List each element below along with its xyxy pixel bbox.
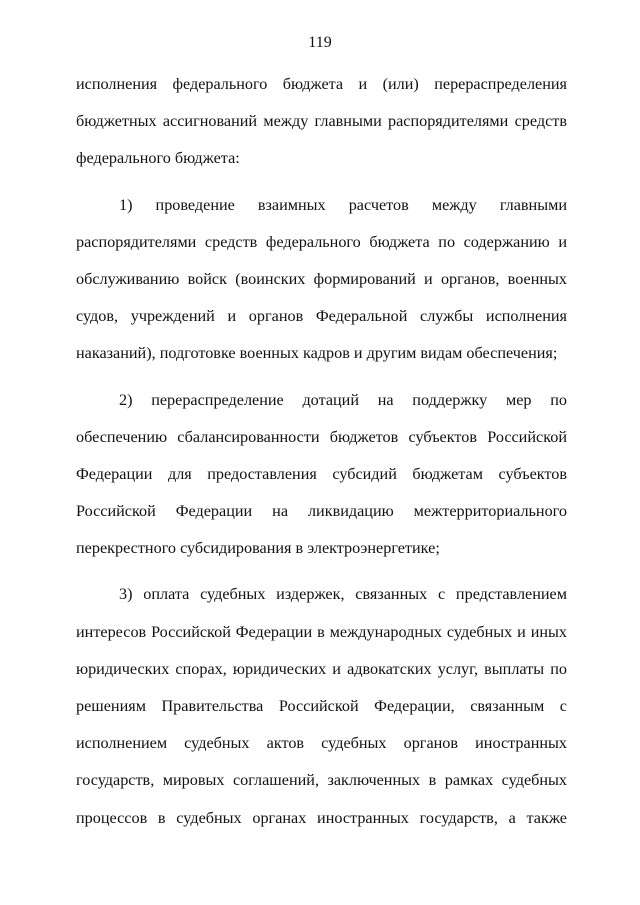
- text-line: перекрестного субсидирования в электроэнергетике;: [76, 539, 440, 558]
- text-line: исполнением судебных актов судебных органов иностранных: [76, 734, 567, 753]
- text-line: наказаний), подготовке военных кадров и другим видам обеспечения;: [76, 344, 558, 363]
- body-text: [76, 66, 567, 837]
- text-line: исполнения федерального бюджета и (или) перераспределения: [76, 75, 567, 93]
- text-line: судов, учреждений и органов Федеральной службы исполнения: [76, 307, 567, 326]
- list-item-2-line: 2) перераспределение дотаций на поддержку мер по: [119, 390, 567, 409]
- text-line: распорядителями средств федерального бюджета по содержанию и: [76, 232, 567, 251]
- text-line: юридических спорах, юридических и адвокатских услуг, выплаты по: [76, 659, 567, 678]
- text-line: решениям Правительства Российской Федерации, связанным с: [76, 697, 567, 715]
- list-item-3-line: 3) оплата судебных издержек, связанных с представлением: [119, 585, 567, 604]
- text-line: федерального бюджета:: [76, 149, 240, 168]
- text-line: государств, мировых соглашений, заключенных в рамках судебных: [76, 771, 567, 790]
- list-item-1-line: 1) проведение взаимных расчетов между главными: [119, 195, 567, 214]
- text-line: обеспечению сбалансированности бюджетов субъектов Российской: [76, 427, 567, 446]
- text-line: процессов в судебных органах иностранных государств, а также: [76, 808, 567, 827]
- text-line: Российской Федерации на ликвидацию межтерриториального: [76, 502, 567, 521]
- page-number: 119: [308, 34, 332, 51]
- text-line: обслуживанию войск (воинских формирований и органов, военных: [76, 269, 567, 288]
- text-line: бюджетных ассигнований между главными распорядителями средств: [76, 112, 567, 131]
- text-line: интересов Российской Федерации в международных судебных и иных: [76, 622, 567, 641]
- text-line: Федерации для предоставления субсидий бюджетам субъектов: [76, 464, 567, 483]
